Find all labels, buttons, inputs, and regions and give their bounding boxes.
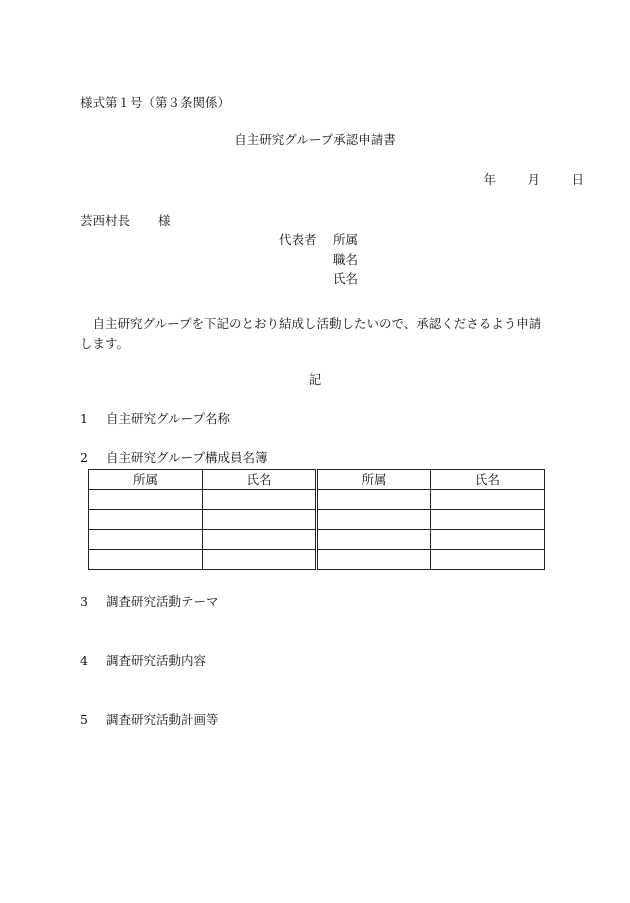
- item-number: 1: [80, 411, 88, 426]
- table-cell[interactable]: [89, 490, 203, 510]
- column-header-affiliation: 所属: [317, 470, 431, 490]
- item-research-plan: [80, 714, 219, 727]
- column-header-name: 氏名: [431, 470, 545, 490]
- item-number: 2: [80, 450, 88, 465]
- item-label: 自主研究グループ名称: [106, 411, 231, 426]
- representative-name-label: 氏名: [333, 271, 359, 286]
- table-cell[interactable]: [431, 510, 545, 530]
- table-cell[interactable]: [317, 530, 431, 550]
- date-year-label: 年: [483, 172, 496, 187]
- table-cell[interactable]: [89, 510, 203, 530]
- column-header-name: 氏名: [203, 470, 317, 490]
- form-number: 様式第１号（第３条関係）: [80, 95, 231, 110]
- date-month-label: 月: [527, 172, 540, 187]
- table-cell[interactable]: [431, 530, 545, 550]
- document-title: 自主研究グループ承認申請書: [234, 132, 396, 147]
- item-label: 調査研究活動計画等: [106, 712, 219, 727]
- table-cell[interactable]: [431, 550, 545, 570]
- addressee-honorific: 様: [158, 213, 171, 228]
- item-label: 調査研究活動内容: [106, 653, 207, 668]
- item-research-content: [80, 655, 206, 668]
- table-header-row: [89, 470, 545, 490]
- table-cell[interactable]: [203, 490, 317, 510]
- ki-label: 記: [308, 372, 322, 387]
- item-label: 自主研究グループ構成員名簿: [106, 450, 268, 465]
- member-roster-table: [88, 469, 545, 570]
- table-row: [89, 490, 545, 510]
- item-research-theme: [80, 596, 219, 609]
- table-cell[interactable]: [89, 530, 203, 550]
- table-cell[interactable]: [203, 530, 317, 550]
- table-cell[interactable]: [317, 550, 431, 570]
- table-cell[interactable]: [203, 510, 317, 530]
- table-row: [89, 530, 545, 550]
- table-cell[interactable]: [317, 510, 431, 530]
- column-header-affiliation: 所属: [89, 470, 203, 490]
- table-row: [89, 510, 545, 530]
- table-cell[interactable]: [203, 550, 317, 570]
- item-label: 調査研究活動テーマ: [106, 594, 219, 609]
- representative-label: 代表者: [279, 232, 317, 247]
- item-number: 5: [80, 712, 88, 727]
- date-day-label: 日: [571, 172, 584, 187]
- item-group-name: [80, 413, 230, 426]
- item-member-roster: [80, 452, 268, 465]
- item-number: 4: [80, 653, 88, 668]
- addressee-name: 芸西村長: [80, 213, 131, 228]
- table-cell[interactable]: [89, 550, 203, 570]
- table-row: [89, 550, 545, 570]
- date-line: [452, 174, 584, 187]
- table-cell[interactable]: [317, 490, 431, 510]
- body-text: 自主研究グループを下記のとおり結成し活動したいので、承認くださるよう申請します。: [80, 316, 542, 351]
- table-cell[interactable]: [431, 490, 545, 510]
- representative-affiliation-label: 所属: [333, 232, 359, 247]
- representative-position-label: 職名: [333, 252, 359, 267]
- addressee: [80, 215, 171, 228]
- item-number: 3: [80, 594, 88, 609]
